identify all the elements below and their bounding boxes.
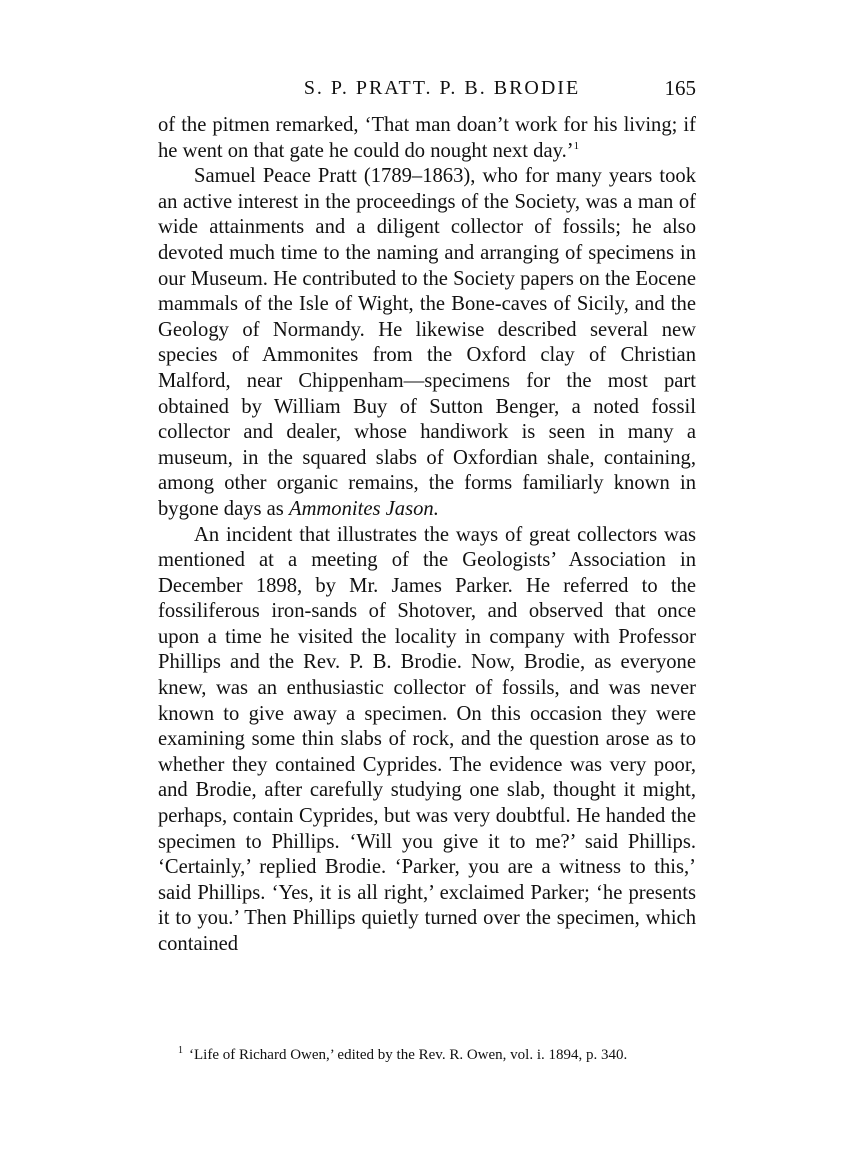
paragraph [158, 113, 696, 164]
paragraph-text: An incident that illustrates the ways of great collectors was mentioned at a meeting of the Geologists’ Association in December 1898, by Mr. James Parker. He referred to the fossiliferous iron-sands of Shotover, and observed that once upon a time he visited the locality in company with Professor Phillips and the Rev. P. B. Brodie. Now, Brodie, as everyone knew, was an enthusiastic collector of fossils, and was never known to give away a specimen. On this occasion they were examining some thin slabs of rock, and the question arose as to whether they contained Cyprides. The evidence was very poor, and Brodie, after carefully studying one slab, thought it might, perhaps, contain Cyprides, but was very doubtful. He handed the specimen to Phillips. ‘Will you give it to me?’ said Phillips. ‘Certainly,’ replied Brodie. ‘Parker, you are a witness to this,’ said Phillips. ‘Yes, it is all right,’ exclaimed Parker; ‘he presents it to you.’ Then Phillips quietly turned over the specimen, which contained [158, 523, 696, 955]
paragraph [158, 523, 696, 958]
running-title: S. P. PRATT. P. B. BRODIE [303, 77, 581, 99]
footnote-reference: 1 [573, 139, 580, 152]
paragraph-text: of the pitmen remarked, ‘That man doan’t work for his living; if he went on that gate he could do nought next day.’ [158, 114, 696, 162]
footnote-text: ‘Life of Richard Owen,’ edited by the Rev. R. Owen, vol. i. 1894, p. 340. [189, 1047, 628, 1063]
paragraph [158, 164, 696, 522]
italic-text: Ammonites Jason. [288, 497, 439, 520]
running-head [158, 74, 696, 102]
footnote [158, 1044, 696, 1066]
footnote-mark: 1 [178, 1045, 183, 1056]
paragraph-text: Samuel Peace Pratt (1789–1863), who for many years took an active interest in the proceedings of the Society, was a man of wide attainments and a diligent collector of fossils; he also devoted much time to the naming and arranging of specimens in our Museum. He contributed to the Society papers on the Eocene mammals of the Isle of Wight, the Bone-caves of Sicily, and the Geology of Normandy. He likewise described several new species of Ammonites from the Oxford clay of Christian Malford, near Chippenham—specimens for the most part obtained by William Buy of Sutton Benger, a noted fossil collector and dealer, whose handiwork is seen in many a museum, in the squared slabs of Oxfordian shale, containing, among other organic remains, the forms familiarly known in bygone days as [158, 165, 696, 520]
body-text [158, 113, 696, 958]
page-number: 165 [664, 76, 696, 100]
